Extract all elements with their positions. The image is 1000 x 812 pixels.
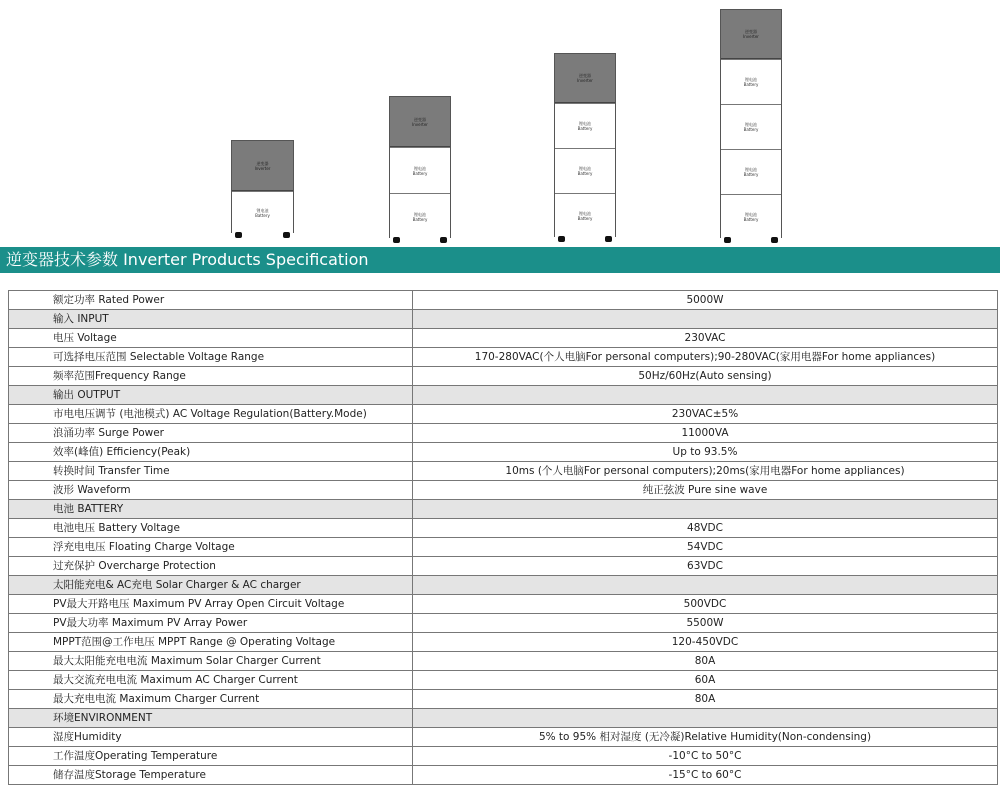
module-label-cn: 锂电池 [745,212,757,217]
module-label-cn: 锂电池 [579,121,591,126]
spec-label: 频率范围Frequency Range [9,367,413,386]
table-row [9,443,998,462]
spec-value: -10°C to 50°C [413,747,998,766]
spec-label: 工作温度Operating Temperature [9,747,413,766]
spec-label: 输入 INPUT [9,310,413,329]
spec-label: 电压 Voltage [9,329,413,348]
table-row [9,329,998,348]
product-stack-2 [389,96,451,238]
wheel-left [558,236,565,242]
battery-module [555,193,615,238]
battery-module [721,194,781,239]
module-label-en: Battery [255,213,270,218]
module-label-cn: 锂电池 [579,166,591,171]
module-label-en: Inverter [254,165,271,171]
module-label-cn: 逆变器 [256,160,269,166]
module-label-cn: 锂电池 [579,211,591,216]
spec-value [413,709,998,728]
wheel-left [393,237,400,243]
spec-label: PV最大开路电压 Maximum PV Array Open Circuit Voltage [9,595,413,614]
battery-module [390,147,450,193]
module-label-cn: 锂电池 [745,77,757,82]
table-row [9,747,998,766]
product-stack-3 [554,53,616,237]
spec-label: 储存温度Storage Temperature [9,766,413,785]
spec-label: 最大交流充电电流 Maximum AC Charger Current [9,671,413,690]
table-row [9,690,998,709]
wheel-right [605,236,612,242]
battery-module [555,148,615,193]
module-label-en: Battery [743,82,759,87]
section-header-row [9,500,998,519]
table-row [9,519,998,538]
spec-value: 5000W [413,291,998,310]
table-row [9,557,998,576]
table-row [9,462,998,481]
spec-label: 最大太阳能充电电流 Maximum Solar Charger Current [9,652,413,671]
section-banner [0,247,1000,273]
spec-label: 转换时间 Transfer Time [9,462,413,481]
spec-value: 170-280VAC(个人电脑For personal computers);90-280VAC(家用电器For home appliances) [413,348,998,367]
spec-value: 11000VA [413,424,998,443]
wheel-right [283,232,290,238]
spec-label: 额定功率 Rated Power [9,291,413,310]
section-header-row [9,576,998,595]
spec-value: 5500W [413,614,998,633]
table-row [9,652,998,671]
table-row [9,728,998,747]
spec-label: 太阳能充电& AC充电 Solar Charger & AC charger [9,576,413,595]
module-label-en: Battery [577,171,593,176]
wheel-left [724,237,731,243]
spec-value: -15°C to 60°C [413,766,998,785]
module-label-cn: 锂电池 [414,211,426,217]
spec-value: 120-450VDC [413,633,998,652]
module-label-cn: 锂电池 [414,165,426,171]
spec-value: 54VDC [413,538,998,557]
spec-value [413,386,998,405]
spec-label: 市电电压调节 (电池模式) AC Voltage Regulation(Battery.Mode) [9,405,413,424]
spec-value: 纯正弦波 Pure sine wave [413,481,998,500]
spec-value: Up to 93.5% [413,443,998,462]
spec-value: 60A [413,671,998,690]
module-label-en: Battery [743,172,759,177]
wheel-left [235,232,242,238]
spec-value: 500VDC [413,595,998,614]
module-label-cn: 逆变器 [414,116,426,122]
spec-label: PV最大功率 Maximum PV Array Power [9,614,413,633]
inverter-module [721,10,781,59]
spec-label: 浮充电电压 Floating Charge Voltage [9,538,413,557]
module-label-en: Inverter [743,34,759,39]
spec-label: 环境ENVIRONMENT [9,709,413,728]
table-row [9,671,998,690]
module-label-en: Battery [412,216,428,222]
spec-label: MPPT范围@工作电压 MPPT Range @ Operating Voltage [9,633,413,652]
spec-value [413,500,998,519]
inverter-module [390,97,450,147]
spec-table [8,290,998,785]
spec-value: 50Hz/60Hz(Auto sensing) [413,367,998,386]
spec-label: 过充保护 Overcharge Protection [9,557,413,576]
spec-value: 230VAC±5% [413,405,998,424]
product-stack-1 [231,140,294,233]
spec-value [413,310,998,329]
battery-module [555,103,615,148]
spec-label: 最大充电电流 Maximum Charger Current [9,690,413,709]
table-row [9,367,998,386]
spec-value [413,576,998,595]
wheel-right [771,237,778,243]
wheel-right [440,237,447,243]
spec-value: 63VDC [413,557,998,576]
table-row [9,633,998,652]
table-row [9,348,998,367]
spec-label: 浪涌功率 Surge Power [9,424,413,443]
table-row [9,291,998,310]
spec-label: 湿度Humidity [9,728,413,747]
spec-value: 48VDC [413,519,998,538]
module-label-en: Battery [743,217,759,222]
spec-label: 电池电压 Battery Voltage [9,519,413,538]
table-row [9,766,998,785]
spec-label: 输出 OUTPUT [9,386,413,405]
battery-module [721,149,781,194]
battery-module [721,59,781,104]
table-row [9,405,998,424]
table-row [9,481,998,500]
spec-label: 波形 Waveform [9,481,413,500]
table-row [9,595,998,614]
spec-value: 5% to 95% 相对湿度 (无冷凝)Relative Humidity(Non-condensing) [413,728,998,747]
module-label-en: Battery [743,127,759,132]
module-label-cn: 逆变器 [579,73,591,78]
inverter-module [555,54,615,103]
module-label-cn: 锂电池 [745,167,757,172]
section-header-row [9,310,998,329]
table-row [9,614,998,633]
table-row [9,424,998,443]
section-header-row [9,709,998,728]
banner-title: 逆变器技术参数 Inverter Products Specification [6,250,369,269]
spec-label: 效率(峰值) Efficiency(Peak) [9,443,413,462]
module-label-cn: 锂电池 [745,122,757,127]
module-label-en: Battery [412,170,428,176]
battery-module [390,193,450,239]
module-label-cn: 锂电池 [256,208,269,213]
battery-module [232,191,293,234]
inverter-module [232,141,293,191]
module-label-en: Inverter [577,78,593,83]
spec-value: 80A [413,690,998,709]
module-label-en: Battery [577,216,593,221]
product-stack-4 [720,9,782,238]
table-row [9,538,998,557]
spec-label: 可选择电压范围 Selectable Voltage Range [9,348,413,367]
module-label-cn: 逆变器 [745,29,757,34]
battery-module [721,104,781,149]
spec-value: 230VAC [413,329,998,348]
spec-label: 电池 BATTERY [9,500,413,519]
module-label-en: Battery [577,126,593,131]
section-header-row [9,386,998,405]
spec-value: 10ms (个人电脑For personal computers);20ms(家用电器For home appliances) [413,462,998,481]
module-label-en: Inverter [412,121,428,127]
spec-value: 80A [413,652,998,671]
